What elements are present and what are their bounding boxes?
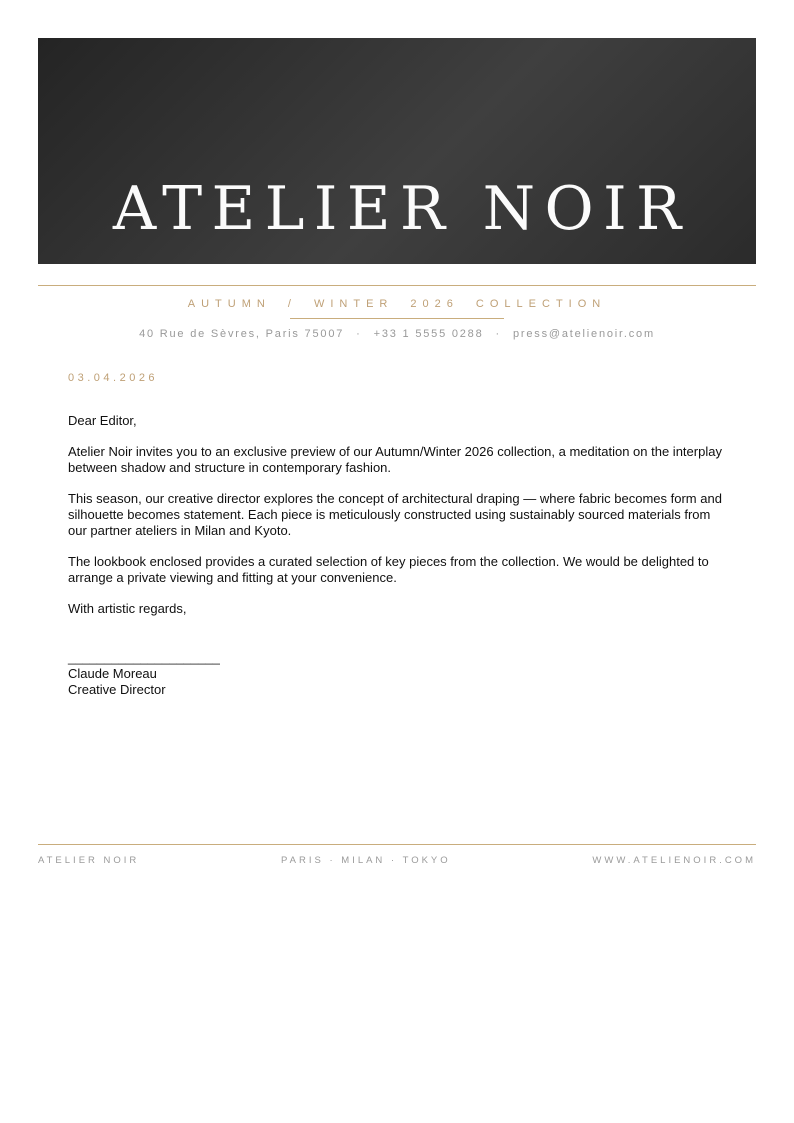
letter-paragraph: This season, our creative director explores the concept of architectural draping — where fabric becomes form and silhouette becomes statement. Each piece is meticulously constructed using sustainably sourced materials from our partner ateliers in Milan and Kyoto. [68, 491, 722, 538]
letter-salutation: Dear Editor, [68, 413, 137, 428]
footer-cities: PARIS · MILAN · TOKYO [281, 855, 451, 866]
letter-paragraph: Atelier Noir invites you to an exclusive preview of our Autumn/Winter 2026 collection, a meditation on the interplay between shadow and structure in contemporary fashion. [68, 444, 722, 475]
footer-row [38, 855, 756, 866]
contact-phone: +33 1 5555 0288 [373, 328, 484, 340]
signature-block [68, 650, 726, 698]
collection-tagline: AUTUMN / WINTER 2026 COLLECTION [187, 298, 607, 310]
letter-date: 03.04.2026 [68, 372, 159, 384]
contact-separator-dot: · [356, 328, 362, 340]
header-gold-rule [38, 285, 756, 286]
footer-gold-rule [38, 844, 756, 845]
footer-website: WWW.ATELIENOIR.COM [592, 855, 756, 866]
contact-address: 40 Rue de Sèvres, Paris 75007 [139, 328, 345, 340]
signature-line: _____________________ [68, 650, 220, 665]
letter-closing: With artistic regards, [68, 601, 187, 616]
contact-email: press@atelienoir.com [512, 328, 655, 340]
contact-separator-dot: · [495, 328, 501, 340]
page-footer [38, 844, 756, 866]
letter-paragraph: The lookbook enclosed provides a curated selection of key pieces from the collection. We would be delighted to arrange a private viewing and fitting at your convenience. [68, 554, 709, 585]
letter-body [38, 370, 756, 698]
contact-line [38, 328, 756, 340]
signature-title: Creative Director [68, 682, 166, 697]
brand-wordmark: ATELIER NOIR [112, 173, 691, 244]
footer-brand: ATELIER NOIR [38, 855, 140, 866]
masthead-banner [38, 38, 756, 264]
signature-name: Claude Moreau [68, 666, 157, 681]
tagline-underline-rule [290, 318, 504, 319]
